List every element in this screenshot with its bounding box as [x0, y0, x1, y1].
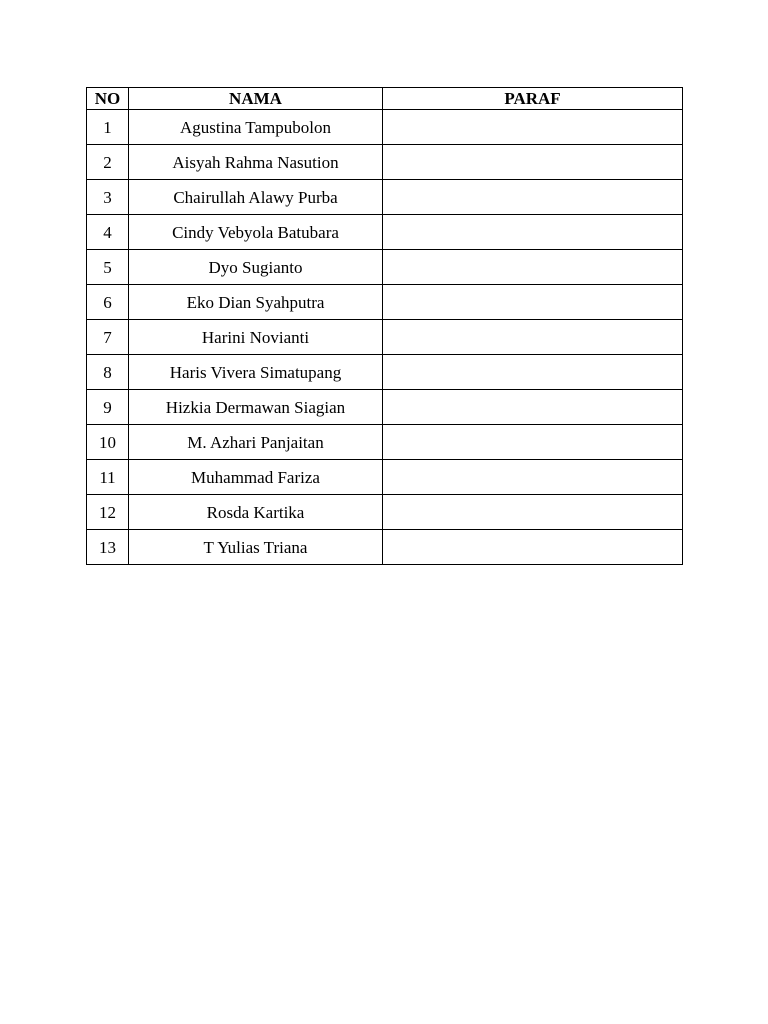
- cell-nama: Agustina Tampubolon: [129, 110, 383, 145]
- cell-paraf: [383, 250, 683, 285]
- table-row: [87, 215, 683, 250]
- cell-no: 2: [87, 145, 129, 180]
- table-row: [87, 530, 683, 565]
- cell-paraf: [383, 320, 683, 355]
- cell-nama: Haris Vivera Simatupang: [129, 355, 383, 390]
- cell-paraf: [383, 460, 683, 495]
- cell-paraf: [383, 215, 683, 250]
- table-header-row: [87, 88, 683, 110]
- cell-nama: Eko Dian Syahputra: [129, 285, 383, 320]
- cell-nama: Aisyah Rahma Nasution: [129, 145, 383, 180]
- cell-paraf: [383, 110, 683, 145]
- cell-nama: Chairullah Alawy Purba: [129, 180, 383, 215]
- cell-no: 6: [87, 285, 129, 320]
- cell-no: 1: [87, 110, 129, 145]
- cell-nama: M. Azhari Panjaitan: [129, 425, 383, 460]
- table-row: [87, 180, 683, 215]
- cell-nama: Rosda Kartika: [129, 495, 383, 530]
- cell-no: 11: [87, 460, 129, 495]
- header-no: NO: [87, 88, 129, 110]
- cell-no: 8: [87, 355, 129, 390]
- cell-paraf: [383, 285, 683, 320]
- cell-nama: Harini Novianti: [129, 320, 383, 355]
- cell-paraf: [383, 145, 683, 180]
- cell-paraf: [383, 180, 683, 215]
- cell-nama: Dyo Sugianto: [129, 250, 383, 285]
- cell-no: 4: [87, 215, 129, 250]
- cell-no: 12: [87, 495, 129, 530]
- cell-paraf: [383, 495, 683, 530]
- table-row: [87, 250, 683, 285]
- cell-nama: Hizkia Dermawan Siagian: [129, 390, 383, 425]
- cell-paraf: [383, 355, 683, 390]
- table-row: [87, 285, 683, 320]
- cell-no: 7: [87, 320, 129, 355]
- table-row: [87, 110, 683, 145]
- cell-nama: T Yulias Triana: [129, 530, 383, 565]
- table-row: [87, 460, 683, 495]
- cell-paraf: [383, 390, 683, 425]
- cell-no: 13: [87, 530, 129, 565]
- cell-paraf: [383, 530, 683, 565]
- table-row: [87, 495, 683, 530]
- cell-nama: Muhammad Fariza: [129, 460, 383, 495]
- cell-no: 9: [87, 390, 129, 425]
- cell-no: 3: [87, 180, 129, 215]
- cell-nama: Cindy Vebyola Batubara: [129, 215, 383, 250]
- header-paraf: PARAF: [383, 88, 683, 110]
- table-row: [87, 145, 683, 180]
- table-row: [87, 425, 683, 460]
- attendance-table: [86, 87, 683, 565]
- table-row: [87, 390, 683, 425]
- table-row: [87, 320, 683, 355]
- cell-paraf: [383, 425, 683, 460]
- table-row: [87, 355, 683, 390]
- header-nama: NAMA: [129, 88, 383, 110]
- cell-no: 5: [87, 250, 129, 285]
- cell-no: 10: [87, 425, 129, 460]
